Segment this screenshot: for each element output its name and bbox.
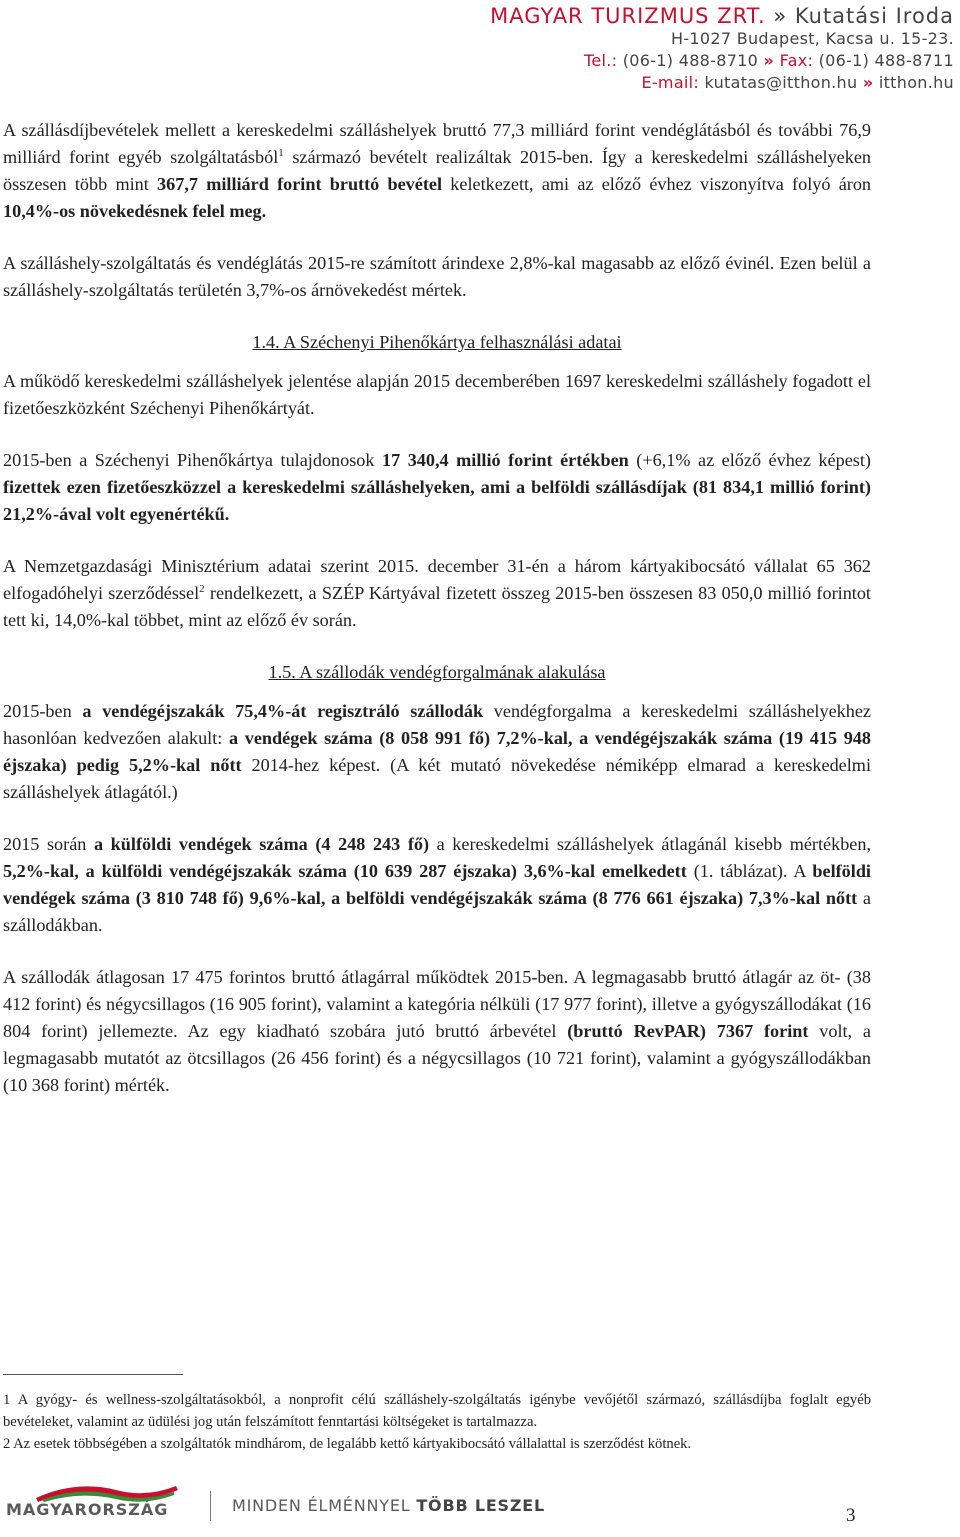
- paragraph-revenue: A szállásdíjbevételek mellett a kereskedelmi szálláshelyek bruttó 77,3 milliárd forint vendéglátásból és további 76,9 milliárd forint egyéb szolgáltatásból$^1$ származó bevételt realizáltak 2015-ben. Így a kereskedelmi szálláshelyeken összesen több mint 367,7 milliárd forint bruttó bevétel keletkezett, ami az előző évhez viszonyítva folyó áron 10,4%-os növekedésnek felel meg.: [3, 120, 872, 221]
- section-heading-1-4: 1.4. A Széchenyi Pihenőkártya felhasználási adatai: [252, 332, 622, 352]
- paragraph-average-price: A szállodák átlagosan 17 475 forintos bruttó átlagárral működtek 2015-ben. A legmagasabb bruttó átlagár az öt- (38 412 forint) és négycsillagos (16 905 forint), valamint a kategória nélküli (17 977 forint), illetve a gyógyszállodákat (16 804 forint) jellemezte. Az egy kiadható szobára jutó bruttó árbevétel (bruttó RevPAR) 7367 forint volt, a legmagasabb mutatót az ötcsillagos (26 456 forint) és a négycsillagos (10 721 forint), valamint a gyógyszállodákban (10 368 forint) mérték.: [3, 967, 871, 1095]
- logo-ribbon-icon: [6, 1478, 206, 1502]
- website-link[interactable]: itthon.hu: [878, 73, 954, 92]
- footnotes: [3, 1389, 871, 1455]
- footnote-ref-2[interactable]: 2: [199, 582, 205, 595]
- magyarorszag-logo: [6, 1478, 206, 1524]
- email-label: E-mail:: [641, 73, 700, 92]
- paragraph-ministry-data: A Nemzetgazdasági Minisztérium adatai szerint 2015. december 31-én a három kártyakibocsátó vállalat 65 362 elfogadóhelyi szerződéssel$^2$ rendelkezett, a SZÉP Kártyával fizetett összeg 2015-ben összesen 83 050,0 millió forintot tett ki, 14,0%-kal többet, mint az előző év során.: [3, 556, 871, 630]
- separator: »: [763, 51, 775, 70]
- footnote-divider: [3, 1374, 183, 1375]
- footer-slogan: MINDEN ÉLMÉNNYEL TÖBB LESZEL: [232, 1496, 545, 1515]
- phone-line: [490, 50, 954, 72]
- paragraph-foreign-domestic: 2015 során a külföldi vendégek száma (4 248 243 fő) a kereskedelmi szálláshelyek átlagánál kisebb mértékben, 5,2%-kal, a külföldi vendégéjszakák száma (10 639 287 éjszaka) 3,6%-kal emelkedett (1. táblázat). A belföldi vendégek száma (3 810 748 fő) 9,6%-kal, a belföldi vendégéjszakák száma (8 776 661 éjszaka) 7,3%-kal nőtt a szállodákban.: [3, 834, 872, 935]
- separator: »: [862, 73, 874, 92]
- page-number: 3: [846, 1505, 856, 1526]
- paragraph-hotel-traffic: 2015-ben a vendégéjszakák 75,4%-át regisztráló szállodák vendégforgalma a kereskedelmi szálláshelyekhez hasonlóan kedvezően alakult: a vendégek száma (8 058 991 fő) 7,2%-kal, a vendégéjszakák száma (19 415 948 éjszaka) pedig 5,2%-kal nőtt 2014-hez képest. (A két mutató növekedése némiképp elmarad a kereskedelmi szálláshelyek átlagától.): [3, 701, 871, 802]
- logo-wordmark: MAGYARORSZÁG: [6, 1500, 169, 1519]
- email-link[interactable]: kutatas@itthon.hu: [704, 73, 858, 92]
- paragraph-price-index: A szálláshely-szolgáltatás és vendéglátás 2015-re számított árindexe 2,8%-kal magasabb az előző évinél. Ezen belül a szálláshely-szolgáltatás területén 3,7%-os árnövekedést mértek.: [3, 253, 871, 300]
- paragraph-card-acceptance: A működő kereskedelmi szálláshelyek jelentése alapján 2015 decemberében 1697 kereskedelmi szálláshely fogadott el fizetőeszközként Széchenyi Pihenőkártyát.: [3, 371, 871, 418]
- tel-label: Tel.:: [584, 51, 618, 70]
- letterhead: [490, 4, 954, 94]
- section-heading-1-5: 1.5. A szállodák vendégforgalmának alakulása: [268, 662, 606, 682]
- footnote-ref-1[interactable]: 1: [278, 146, 284, 159]
- footer-divider: [210, 1491, 211, 1521]
- address-line: [490, 28, 954, 50]
- fax-label: Fax:: [779, 51, 814, 70]
- org-name: MAGYAR TURIZMUS ZRT.: [490, 4, 766, 28]
- document-body: [3, 117, 871, 1099]
- paragraph-card-spending: 2015-ben a Széchenyi Pihenőkártya tulajdonosok 17 340,4 millió forint értékben (+6,1% az előző évhez képest) fizettek ezen fizetőeszközzel a kereskedelmi szálláshelyeken, ami a belföldi szállásdíjak (81 834,1 millió forint) 21,2%-ával volt egyenértékű.: [3, 450, 871, 524]
- separator: »: [773, 4, 788, 28]
- footnote-2: 2 Az esetek többségében a szolgáltatók mindhárom, de legalább kettő kártyakibocsátó vállalattal is szerződést kötnek.: [3, 1436, 692, 1452]
- tel-number: (06-1) 488-8710: [622, 51, 759, 70]
- department-name: Kutatási Iroda: [794, 4, 954, 28]
- contact-line: [490, 72, 954, 94]
- address: H-1027 Budapest, Kacsa u. 15-23.: [671, 29, 954, 48]
- letterhead-org-line: [490, 4, 954, 28]
- footnote-1: 1 A gyógy- és wellness-szolgáltatásokból, a nonprofit célú szálláshely-szolgáltatás igénybe vevőjétől származó, szállásdíjba foglalt egyéb bevételeket, valamint az üdülési jog után felszámított fenntartási költségeket is tartalmazza.: [3, 1392, 871, 1430]
- fax-number: (06-1) 488-8711: [818, 51, 954, 70]
